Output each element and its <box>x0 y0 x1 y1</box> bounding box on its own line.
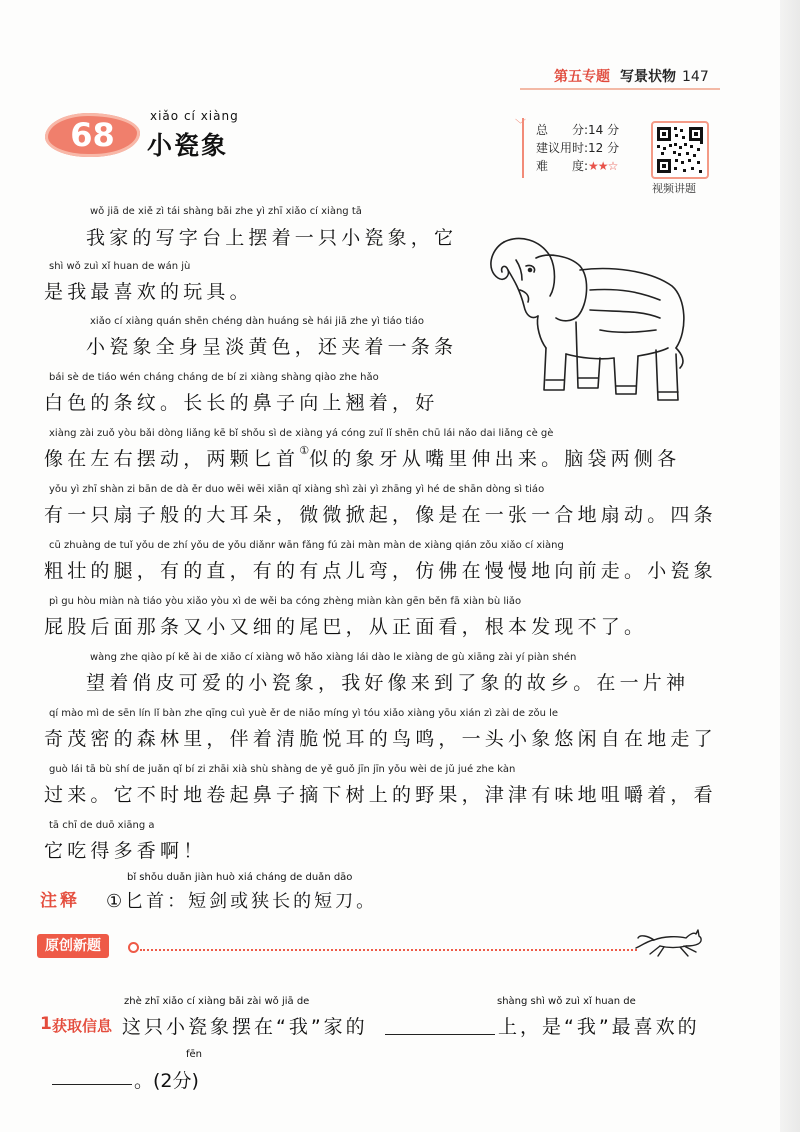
passage-pinyin: wǒ jiā de xiě zì tái shàng bǎi zhe yì zhī xiǎo cí xiàng tā <box>90 206 362 217</box>
header-topic: 写景状物 <box>620 69 676 85</box>
section-dot <box>128 942 139 953</box>
lesson-number-badge <box>45 113 140 157</box>
passage-line: 望着俏皮可爱的小瓷象，我好像来到了象的故乡。在一片神 <box>86 672 690 694</box>
info-total <box>536 121 619 138</box>
question-number: 1 <box>40 1014 52 1034</box>
passage-line: 是我最喜欢的玩具。 <box>44 281 253 303</box>
passage-line: 它吃得多香啊！ <box>44 840 207 862</box>
passage-line: 小瓷象全身呈淡黄色，还夹着一条条 <box>86 336 458 358</box>
note-text: ①匕首：短剑或狭长的短刀。 <box>106 891 378 912</box>
passage-pinyin: pì gu hòu miàn nà tiáo yòu xiǎo yòu xì de wěi ba cóng zhèng miàn kàn gēn běn fā xiàn bù liǎo <box>49 596 522 607</box>
passage-pinyin: cū zhuàng de tuǐ yǒu de zhí yǒu de yǒu diǎnr wān fǎng fú zài màn màn de xiàng qián zǒu xiǎo cí xiàng <box>49 540 564 551</box>
question-pinyin: fēn <box>186 1049 203 1060</box>
dotted-divider <box>140 949 637 951</box>
passage-pinyin: yǒu yì zhī shàn zi bān de dà ěr duo wēi wēi xiān qǐ xiàng shì zài yì zhāng yì hé de shān dòng sì tiáo <box>49 484 545 495</box>
passage-pinyin: shì wǒ zuì xǐ huan de wán jù <box>49 261 191 272</box>
page-edge-shadow <box>780 0 800 1132</box>
question-text: 这只小瓷象摆在“我”家的 <box>122 1016 368 1038</box>
lesson-title: 小瓷象 <box>147 131 229 160</box>
passage-pinyin: wàng zhe qiào pí kě ài de xiǎo cí xiàng wǒ hǎo xiàng lái dào le xiàng de gù xiāng zài yí piàn shén <box>90 652 577 663</box>
passage-pinyin: bái sè de tiáo wén cháng cháng de bí zi xiàng shàng qiào zhe hǎo <box>49 372 379 383</box>
lesson-number: 68 <box>70 116 115 154</box>
passage-line: 有一只扇子般的大耳朵，微微掀起，像是在一张一合地扇动。四条 <box>44 504 717 526</box>
cat-icon <box>634 926 704 960</box>
info-diff-label: 难 度: <box>536 159 589 173</box>
passage-line: 过来。它不时地卷起鼻子摘下树上的野果，津津有味地咀嚼着，看 <box>44 784 717 806</box>
answer-blank[interactable] <box>385 1034 495 1035</box>
info-time-value: 12 分 <box>588 141 620 155</box>
header-rule <box>520 88 720 90</box>
passage-text: 似的象牙从嘴里伸出来。脑袋两侧各 <box>309 448 681 470</box>
passage-line: 粗壮的腿，有的直，有的有点儿弯，仿佛在慢慢地向前走。小瓷象 <box>44 560 717 582</box>
info-total-label: 总 分: <box>536 123 589 137</box>
question-tag: 获取信息 <box>52 1017 113 1035</box>
difficulty-stars: ★★☆ <box>588 159 618 173</box>
page-number: 147 <box>682 69 709 85</box>
answer-blank[interactable] <box>52 1084 132 1085</box>
passage-pinyin: tā chī de duō xiāng a <box>49 820 155 831</box>
bracket-icon: ﹀ <box>515 118 526 131</box>
qr-code-icon[interactable] <box>651 121 709 179</box>
question-text: 上，是“我”最喜欢的 <box>498 1016 700 1038</box>
passage-line <box>44 444 680 471</box>
note-label: 注释 <box>40 891 80 911</box>
title-pinyin: xiǎo cí xiàng <box>150 109 239 123</box>
note-pinyin: bǐ shǒu duǎn jiàn huò xiá cháng de duǎn dāo <box>127 872 353 883</box>
passage-pinyin: guò lái tā bù shí de juǎn qǐ bí zi zhāi xià shù shàng de yě guǒ jīn jīn yǒu wèi de jǔ jué zhe kàn <box>49 764 516 775</box>
elephant-illustration <box>480 230 690 410</box>
passage-pinyin: xiǎo cí xiàng quán shēn chéng dàn huáng sè hái jiā zhe yì tiáo tiáo <box>90 316 425 327</box>
passage-line: 我家的写字台上摆着一只小瓷象，它 <box>86 227 458 249</box>
passage-pinyin: qí mào mì de sēn lín lǐ bàn zhe qīng cuì yuè ěr de niǎo míng yì tóu xiǎo xiàng yōu xián zì zài de zǒu le <box>49 708 559 719</box>
passage-line: 白色的条纹。长长的鼻子向上翘着，好 <box>44 392 439 414</box>
question-text: 。(2分) <box>134 1070 199 1092</box>
footnote-marker: ① <box>299 444 310 457</box>
info-time-label: 建议用时: <box>536 141 589 155</box>
info-box <box>515 118 644 178</box>
header-section: 第五专题 <box>554 69 610 85</box>
passage-text: 像在左右摆动，两颗匕首 <box>44 448 300 470</box>
passage-pinyin: xiàng zài zuǒ yòu bǎi dòng liǎng kē bǐ shǒu sì de xiàng yá cóng zuǐ lǐ shēn chū lái nǎo dai liǎng cè gè <box>49 428 554 439</box>
passage-line: 奇茂密的森林里，伴着清脆悦耳的鸟鸣，一头小象悠闲自在地走了 <box>44 728 717 750</box>
question-pinyin: shàng shì wǒ zuì xǐ huan de <box>497 996 636 1007</box>
info-difficulty <box>536 157 617 174</box>
section-bar: 原创新题 <box>37 934 109 958</box>
running-header <box>554 66 709 86</box>
info-time <box>536 139 619 156</box>
qr-label: 视频讲题 <box>652 182 696 195</box>
passage-line: 屁股后面那条又小又细的尾巴，从正面看，根本发现不了。 <box>44 616 648 638</box>
question-pinyin: zhè zhī xiǎo cí xiàng bǎi zài wǒ jiā de <box>124 996 310 1007</box>
info-total-value: 14 分 <box>588 123 620 137</box>
